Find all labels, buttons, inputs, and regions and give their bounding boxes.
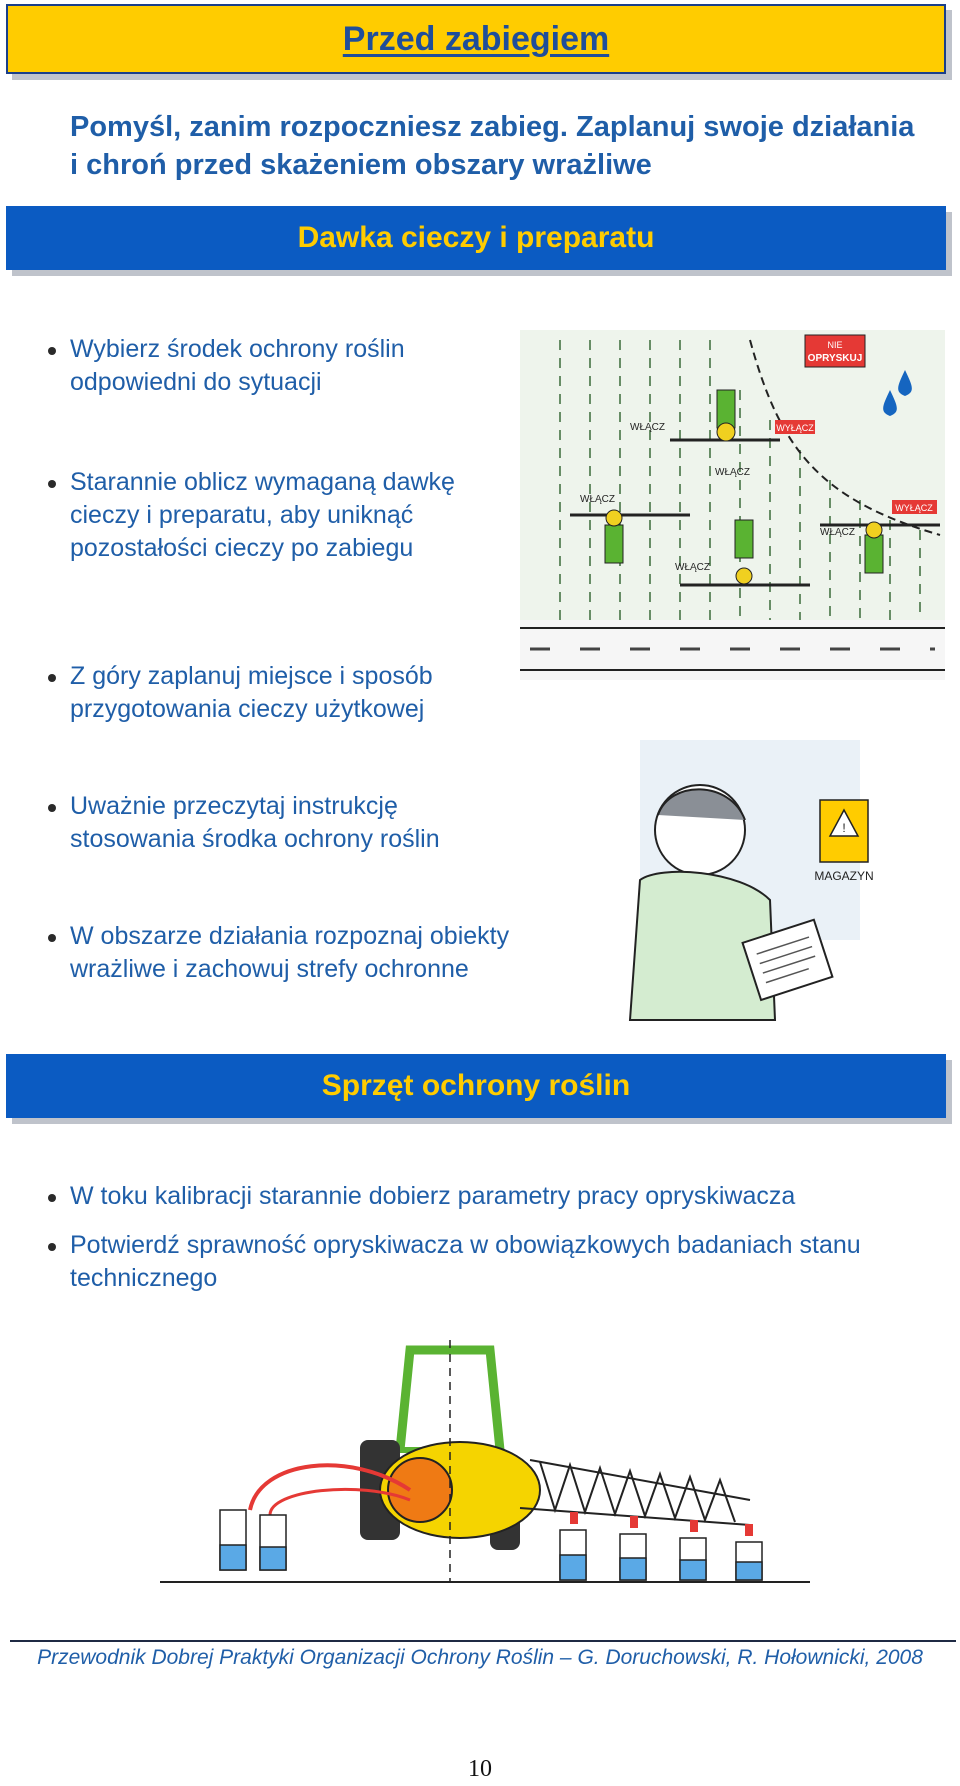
- bullet-list-dose: [0, 466, 520, 565]
- footer-divider: [10, 1640, 956, 1642]
- page-title: Przed zabiegiem: [342, 19, 610, 58]
- magazyn-label: MAGAZYN: [814, 869, 874, 883]
- label-wlacz: WŁĄCZ: [820, 527, 855, 538]
- list-item: Wybierz środek ochrony roślin odpowiedni do sytuacji: [0, 333, 520, 399]
- footer-citation: Przewodnik Dobrej Praktyki Organizacji Ochrony Roślin – G. Doruchowski, R. Hołownicki, 2008: [37, 1646, 923, 1669]
- title-banner: [6, 4, 946, 74]
- tractor-icon: [717, 390, 735, 441]
- sign-opryskuj: OPRYSKUJ: [807, 353, 863, 364]
- bullet-list-equipment: [0, 1180, 930, 1213]
- label-wlacz: WŁĄCZ: [630, 422, 665, 433]
- person-reading-label-illustration: [600, 740, 900, 1040]
- label-wylacz: WYŁĄCZ: [895, 503, 933, 513]
- tractor-icon: [605, 510, 623, 563]
- section-banner-equipment: [6, 1054, 946, 1118]
- label-wlacz: WŁĄCZ: [715, 467, 750, 478]
- tractor-icon: [735, 520, 753, 584]
- tractor-icon: [865, 522, 883, 573]
- label-wylacz: WYŁĄCZ: [776, 423, 814, 433]
- section-heading-dose: Dawka cieczy i preparatu: [297, 221, 655, 254]
- list-item: W obszarze działania rozpoznaj obiekty wrażliwe i zachowuj strefy ochronne: [0, 920, 520, 986]
- bullet-list-equipment: [0, 1229, 930, 1295]
- bullet-list-dose: [0, 660, 520, 726]
- list-item: Z góry zaplanuj miejsce i sposób przygotowania cieczy użytkowej: [0, 660, 520, 726]
- bullet-list-dose: [0, 333, 520, 399]
- list-item: W toku kalibracji starannie dobierz parametry pracy opryskiwacza: [0, 1180, 930, 1213]
- intro-text: Pomyśl, zanim rozpoczniesz zabieg. Zaplanuj swoje działania i chroń przed skażeniem obszary wrażliwe: [70, 111, 915, 181]
- field-spraying-illustration: [520, 330, 945, 710]
- list-item: Starannie oblicz wymaganą dawkę cieczy i preparatu, aby uniknąć pozostałości cieczy po zabiegu: [0, 466, 520, 565]
- list-item: Uważnie przeczytaj instrukcję stosowania środka ochrony roślin: [0, 790, 520, 856]
- sprayer-calibration-illustration: [160, 1340, 810, 1590]
- label-wlacz: WŁĄCZ: [675, 562, 710, 573]
- bullet-list-dose: [0, 790, 520, 856]
- bullet-list-dose: [0, 920, 520, 986]
- page-number: 10: [468, 1756, 492, 1782]
- section-banner-dose: [6, 206, 946, 270]
- list-item: Potwierdź sprawność opryskiwacza w obowiązkowych badaniach stanu technicznego: [0, 1229, 930, 1295]
- label-wlacz: WŁĄCZ: [580, 494, 615, 505]
- svg-text:!: !: [842, 821, 846, 835]
- sign-nie: NIE: [827, 340, 843, 350]
- section-heading-equipment: Sprzęt ochrony roślin: [321, 1069, 631, 1102]
